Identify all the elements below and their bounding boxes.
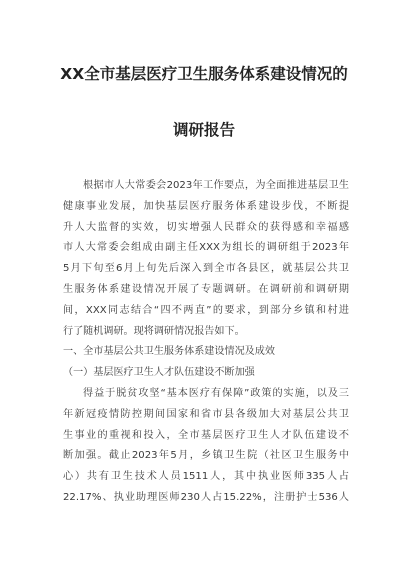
paragraph-line: 健康事业发展，加快基层医疗服务体系建设步伐，不断提 — [63, 200, 349, 212]
paragraph-line: 断加强。截止2023年5月，乡镇卫生院（社区卫生服务中 — [63, 450, 349, 462]
paragraph-line: 22.17%、执业助理医师230人占15.22%，注册护士536人 — [63, 491, 349, 503]
paragraph-line: 根据市人大常委会2023年工作要点，为全面推进基层卫生 — [83, 180, 349, 191]
paragraph-line: 生服务体系建设情况开展了专题调研。在调研前和调研期 — [63, 283, 349, 295]
paragraph-line: 心）共有卫生技术人员1511人，其中执业医师335人占 — [63, 471, 349, 483]
subsection-heading: （一）基层医疗卫生人才队伍建设不断加强 — [63, 367, 255, 379]
document-title-line-1: XX全市基层医疗卫生服务体系建设情况的 — [60, 65, 348, 83]
paragraph-line: 市人大常委会组成由副主任XXX为组长的调研组于2023年 — [63, 242, 349, 254]
paragraph-line: 年新冠疫情防控期间国家和省市县各级加大对基层公共卫 — [63, 408, 349, 420]
document-title-line-2: 调研报告 — [172, 121, 235, 139]
paragraph-line: 行了随机调研。现将调研情况报告如下。 — [63, 325, 245, 337]
paragraph-line: 生事业的重视和投入，全市基层医疗卫生人才队伍建设不 — [63, 429, 349, 441]
document-body — [63, 176, 349, 509]
section-heading: 一、全市基层公共卫生服务体系建设情况及成效 — [63, 346, 275, 358]
paragraph-line: 间，XXX同志结合“四不两直”的要求，到部分乡镇和村进 — [63, 304, 349, 316]
paragraph-line: 升人大监督的实效，切实增强人民群众的获得感和幸福感 — [63, 221, 349, 233]
paragraph-line: 得益于脱贫攻坚“基本医疗有保障”政策的实施，以及三 — [83, 387, 349, 399]
paragraph-line: 5月下旬至6月上旬先后深入到全市各县区，就基层公共卫 — [63, 263, 349, 275]
